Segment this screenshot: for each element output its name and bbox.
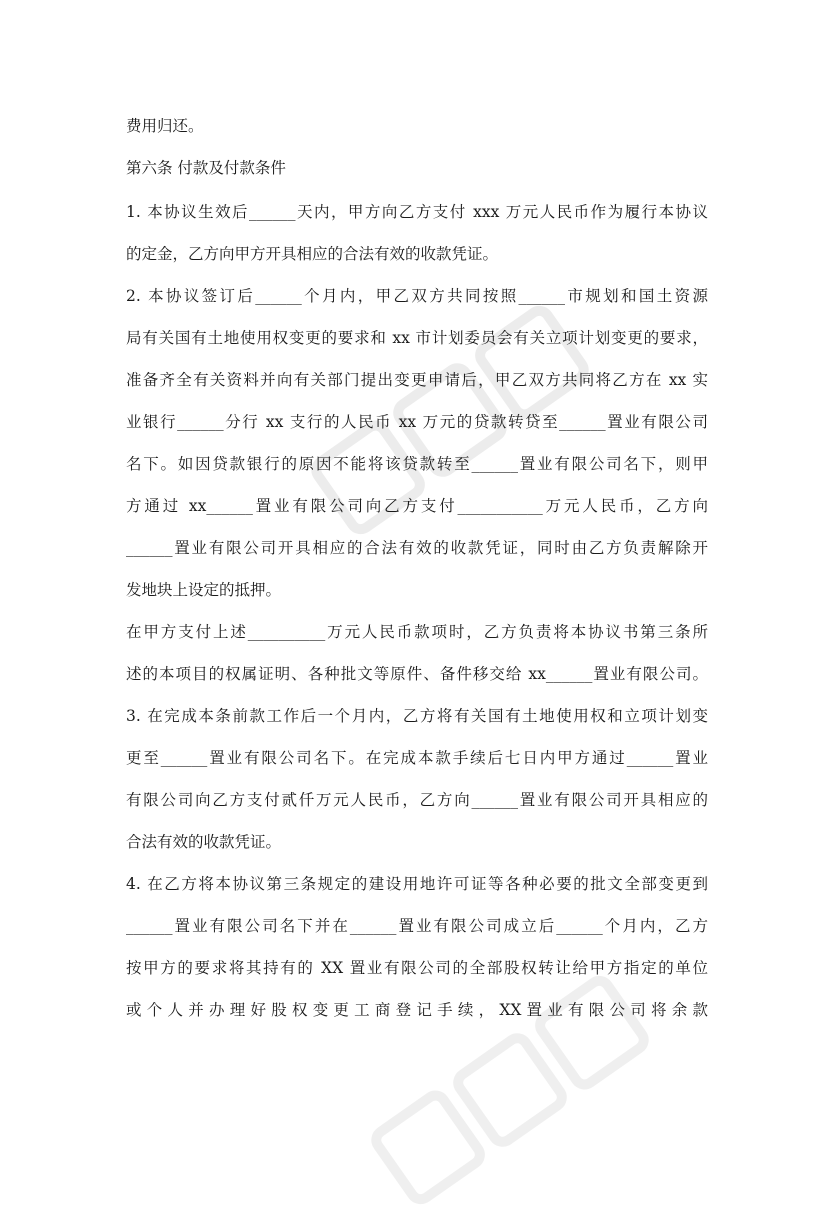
clause-4-line-2: ______置业有限公司名下并在______置业有限公司成立后______个月内，乙方 (126, 917, 708, 935)
clause-2-line-2: 局有关国有土地使用权变更的要求和 xx 市计划委员会有关立项计划变更的要求， (126, 329, 708, 347)
clause-4-line-1: 4. 在乙方将本协议第三条规定的建设用地许可证等各种必要的批文全部变更到 (126, 875, 708, 893)
section-heading: 第六条 付款及付款条件 (126, 159, 286, 177)
paragraph-line-2: 述的本项目的权属证明、各种批文等原件、备件移交给 xx______置业有限公司。 (126, 665, 708, 683)
document-body (126, 108, 708, 1028)
clause-3-line-3: 有限公司向乙方支付贰仟万元人民币，乙方向______置业有限公司开具相应的 (126, 791, 708, 809)
clause-1-line-1: 1. 本协议生效后______天内，甲方向乙方支付 xxx 万元人民币作为履行本协议 (126, 203, 708, 221)
clause-2-line-3: 准备齐全有关资料并向有关部门提出变更申请后，甲乙双方共同将乙方在 xx 实 (126, 371, 708, 389)
clause-1-line-2: 的定金，乙方向甲方开具相应的合法有效的收款凭证。 (126, 245, 499, 263)
clause-3-line-1: 3. 在完成本条前款工作后一个月内，乙方将有关国有土地使用权和立项计划变 (126, 707, 708, 725)
clause-2-line-6: 方通过 xx______置业有限公司向乙方支付___________万元人民币，乙方向 (126, 497, 708, 515)
clause-2-line-1: 2. 本协议签订后______个月内，甲乙双方共同按照______市规划和国土资源 (126, 287, 708, 305)
paragraph-line-1: 在甲方支付上述__________万元人民币款项时，乙方负责将本协议书第三条所 (126, 623, 708, 641)
clause-2-line-5: 名下。如因贷款银行的原因不能将该贷款转至______置业有限公司名下，则甲 (126, 455, 708, 473)
clause-2-line-8: 发地块上设定的抵押。 (126, 581, 282, 599)
clause-3-line-2: 更至______置业有限公司名下。在完成本款手续后七日内甲方通过______置业 (126, 749, 708, 767)
clause-4-line-4: 或 个 人 并 办 理 好 股 权 变 更 工 商 登 记 手 续 ， XX 置 业 有 限 公 司 将 余 款 (126, 1001, 708, 1019)
clause-2-line-7: ______置业有限公司开具相应的合法有效的收款凭证，同时由乙方负责解除开 (126, 539, 708, 557)
clause-3-line-4: 合法有效的收款凭证。 (126, 833, 282, 851)
clause-4-line-3: 按甲方的要求将其持有的 XX 置业有限公司的全部股权转让给甲方指定的单位 (126, 959, 708, 977)
text-line-1: 费用归还。 (126, 117, 204, 135)
clause-2-line-4: 业银行______分行 xx 支行的人民币 xx 万元的贷款转贷至______置业有限公司 (126, 413, 708, 431)
